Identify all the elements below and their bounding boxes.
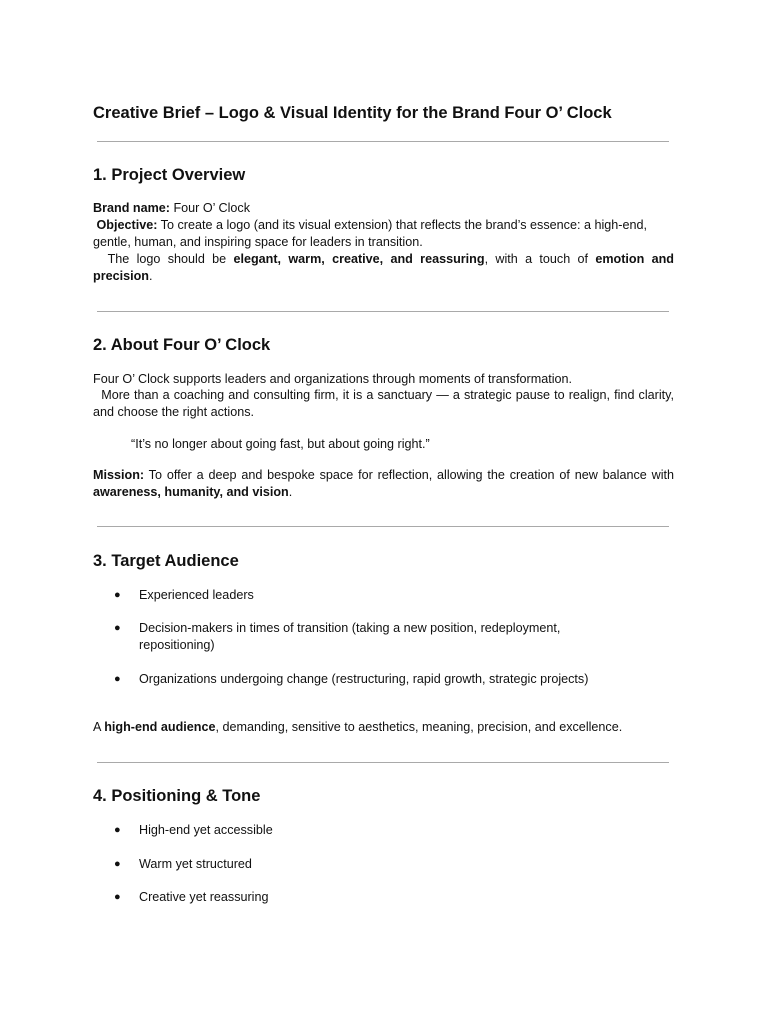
section-heading-about: 2. About Four O’ Clock: [93, 336, 271, 354]
objective-paragraph: [93, 217, 674, 251]
brand-name-value: Four O’ Clock: [169, 201, 250, 215]
about-description-paragraph: [93, 387, 674, 421]
bullet-icon: ●: [114, 891, 121, 903]
audience-summary-pre: A: [93, 720, 105, 734]
list-item: [114, 671, 634, 688]
logo-description-paragraph: [93, 251, 674, 285]
logo-text-end: .: [149, 269, 153, 283]
bullet-icon: ●: [114, 622, 121, 634]
list-item-text: Organizations undergoing change (restructuring, rapid growth, strategic projects): [139, 672, 589, 686]
bullet-icon: ●: [114, 673, 121, 685]
list-item-text: Creative yet reassuring: [139, 890, 269, 904]
bullet-icon: ●: [114, 858, 121, 870]
list-item-text: Decision-makers in times of transition (taking a new position, redeployment, repositioning): [139, 621, 561, 652]
mission-label: Mission:: [93, 468, 145, 482]
list-item-text: Warm yet structured: [139, 857, 252, 871]
logo-text-pre: The logo should be: [107, 252, 234, 266]
divider: [97, 526, 669, 527]
logo-accent: emotion and precision: [93, 252, 674, 283]
list-item-text: Experienced leaders: [139, 588, 254, 602]
section-heading-project-overview: 1. Project Overview: [93, 166, 246, 184]
mission-end: .: [288, 485, 293, 499]
brand-name-line: [93, 200, 674, 217]
bullet-icon: ●: [114, 589, 121, 601]
divider: [97, 311, 669, 312]
audience-summary-rest: , demanding, sensitive to aesthetics, meaning, precision, and excellence.: [215, 720, 623, 734]
audience-summary: [93, 719, 674, 736]
about-description-text: More than a coaching and consulting firm, it is a sanctuary — a strategic pause to realign, find clarity, and choose the right actions.: [93, 388, 674, 419]
objective-label: Objective:: [96, 218, 158, 232]
document-title: Creative Brief – Logo & Visual Identity for the Brand Four O’ Clock: [93, 104, 612, 122]
logo-text-mid: , with a touch of: [484, 252, 596, 266]
divider: [97, 762, 669, 763]
brand-name-label: Brand name:: [93, 201, 170, 215]
mission-paragraph: [93, 467, 674, 501]
about-intro-line: Four O’ Clock supports leaders and organizations through moments of transformation.: [93, 372, 573, 386]
divider: [97, 141, 669, 142]
list-item-text: High-end yet accessible: [139, 823, 273, 837]
section-heading-target-audience: 3. Target Audience: [93, 552, 239, 570]
list-item: [114, 856, 634, 873]
list-item: [114, 889, 634, 906]
bullet-icon: ●: [114, 824, 121, 836]
mission-text: To offer a deep and bespoke space for reflection, allowing the creation of new balance with: [144, 468, 674, 482]
objective-text: To create a logo (and its visual extension) that reflects the brand’s essence: a high-end, gentle, human, and inspiring space for leaders in transition.: [93, 218, 647, 249]
logo-qualities: elegant, warm, creative, and reassuring: [233, 252, 485, 266]
list-item: [114, 587, 634, 604]
section-heading-positioning-tone: 4. Positioning & Tone: [93, 787, 261, 805]
list-item: [114, 822, 634, 839]
audience-summary-bold: high-end audience: [104, 720, 216, 734]
list-item: [114, 620, 634, 654]
mission-values: awareness, humanity, and vision: [93, 485, 289, 499]
brand-quote: “It’s no longer about going fast, but about going right.”: [131, 437, 430, 451]
